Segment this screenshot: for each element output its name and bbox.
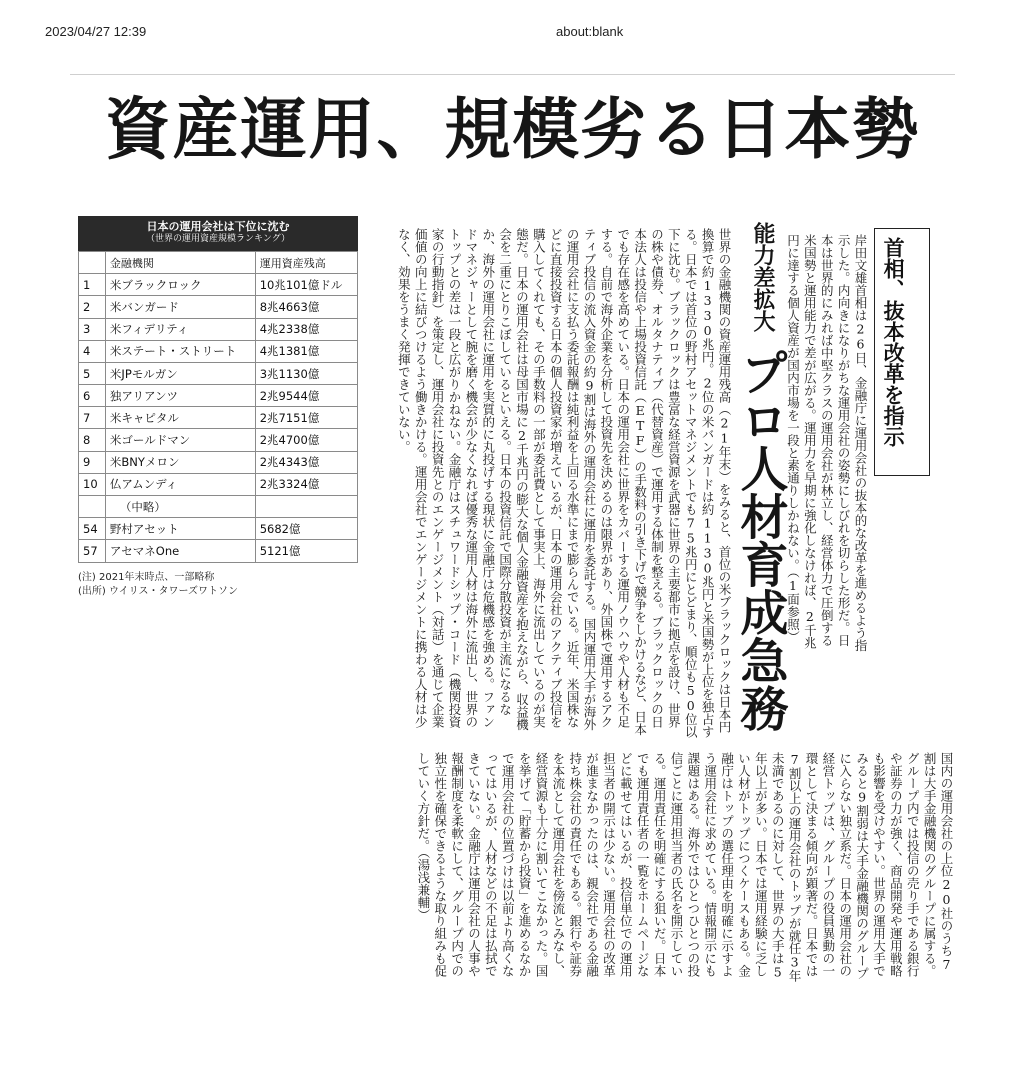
rank-cell: 6	[79, 385, 106, 407]
aum-cell: 3兆1130億	[255, 362, 357, 384]
header-aum: 運用資産残高	[255, 251, 357, 273]
table-header-row	[79, 251, 358, 273]
institution-cell: （中略）	[105, 496, 255, 518]
box-heading-frame	[874, 228, 930, 476]
ranking-notes	[78, 571, 358, 600]
table-row	[79, 429, 358, 451]
ranking-title: 日本の運用会社は下位に沈む	[146, 220, 290, 233]
institution-cell: 米JPモルガン	[105, 362, 255, 384]
aum-cell: 5682億	[255, 518, 357, 540]
institution-cell: 米ゴールドマン	[105, 429, 255, 451]
table-row	[79, 385, 358, 407]
institution-cell: 米ステート・ストリート	[105, 340, 255, 362]
aum-cell: 10兆101億ドル	[255, 274, 357, 296]
aum-cell: 2兆4343億	[255, 451, 357, 473]
print-url: about:blank	[556, 24, 624, 39]
rank-cell	[79, 496, 106, 518]
institution-cell: 米キャピタル	[105, 407, 255, 429]
aum-cell: 4兆1381億	[255, 340, 357, 362]
table-row	[79, 473, 358, 495]
rank-cell: 7	[79, 407, 106, 429]
aum-cell: 2兆9544億	[255, 385, 357, 407]
rank-cell: 1	[79, 274, 106, 296]
table-row	[79, 451, 358, 473]
rank-cell: 2	[79, 296, 106, 318]
table-row	[79, 340, 358, 362]
institution-cell: 米ブラックロック	[105, 274, 255, 296]
table-row	[79, 362, 358, 384]
table-row	[79, 296, 358, 318]
article-body-lower: 国内の運用会社の上位20社のうち7割は大手金融機関のグループに属する。グループ内では投信の売り手である銀行や証券の力が強く、商品開発や運用戦略も影響を受けやすい。世界の運用大手でみると9割弱は大手金融機関のグループに入らない独立系だ。日本の運用会社の経営トップは、グループの役員異動の一環として決まる傾向が顕著だ。日本では7割以上の運用会社のトップが就任3年未満であるのに対して、世界の大手は5年以上が多い。日本では運用経験に乏しい人材がトップにつくケースもある。金融庁はトップの選任理由を明確に示すよう運用会社に求めている。情報開示にも課題はある。海外ではひとつひとつの投信ごとに運用担当者の氏名を開示している。運用責任を明確にする狙いだ。日本でも運用責任者の一覧をホームページなどに載せてはいるが、投信単位での運用担当者の開示は少ない。運用会社の改革が進まなかったのは、親会社である金融持ち株会社の責任でもある。銀行や証券を本流として運用会社を傍流とみなし、経営資源も十分に割いてこなかった。国を挙げて「貯蓄から投資」を進めるなかで運用会社の位置づけは以前より高くなってはいるが、人材などの不足は払拭できていない。金融庁は運用会社の人事や報酬制度を柔軟にして、グループ内での独立性を確保できるような取り組みも促していく方針だ。（湯浅兼輔）	[415, 752, 954, 982]
aum-cell: 2兆4700億	[255, 429, 357, 451]
rank-cell: 10	[79, 473, 106, 495]
rank-cell: 4	[79, 340, 106, 362]
aum-cell: 4兆2338億	[255, 318, 357, 340]
ranking-note: (注) 2021年末時点、一部略称	[78, 571, 215, 583]
rank-cell: 54	[79, 518, 106, 540]
aum-cell	[255, 496, 357, 518]
article-body-upper: 世界の金融機関の資産運用残高（21年末）をみると、首位の米ブラックロックは日本円換算で約1330兆円。2位の米バンガードは約1130兆円と米国勢が上位を独占する。日本では首位の野村アセットマネジメントでも75兆円にとどまり、順位も50位以下に沈む。ブラックロックは豊富な経営資源を武器に世界の主要都市に拠点を設け、世界の株や債券、オルタナティブ（代替資産）で運用する体制を整える。ブラックロックの日本法人は投信や上場投資信託（ETF）の手数料の引き下げで競争をしかけるなど、日本でも存在感を高めている。日本の運用会社に世界をカバーする運用ノウハウや人材も不足する。自前で海外企業を分析して投資先を決めるのは限界があり、外国株で運用するアクティブ投信の流入資金の約9割は海外の運用会社に運用を委託する。国内運用大手が海外の運用会社に支払う委託報酬は純利益を上回る水準にまで膨らんでいる。近年、米国株などに直接投資する日本の個人投資家が増えているが、日本の運用会社のアクティブ投信を購入してくれても、その手数料の一部が委託費として事実上、海外に流出しているのが実態だ。日本の運用会社は母国市場に2千兆円の膨大な個人金融資産を抱えながら、収益機会を二重にとりこぼしているといえる。日本の投資信託で国際分散投資が主流になるなか、海外の運用会社に運用を実質的に丸投げする現状に金融庁は危機感を強める。ファンドマネジャーとして腕を磨く機会が少なくなれば優秀な運用人材は海外に流出し、世界のトップとの差は一段と広がりかねない。金融庁はスチュワードシップ・コード（機関投資家の行動指針）を策定し、運用会社に投資先とのエンゲージメント（対話）を通じて企業価値の向上に結びつけるよう働きかける。運用会社でエンゲージメントに携わる人材は少なく、効果をうまく発揮できていない。	[396, 228, 732, 738]
table-row	[79, 540, 358, 562]
ranking-source: (出所) ウイリス・タワーズワトソン	[78, 586, 238, 598]
rank-cell: 3	[79, 318, 106, 340]
institution-cell: 仏アムンディ	[105, 473, 255, 495]
box-heading: 首相、抜本改革を指示	[881, 237, 906, 447]
rank-cell: 57	[79, 540, 106, 562]
rank-cell: 9	[79, 451, 106, 473]
ranking-subtitle: （世界の運用資産規模ランキング）	[145, 234, 290, 245]
institution-cell: 独アリアンツ	[105, 385, 255, 407]
table-row	[79, 496, 358, 518]
institution-cell: 米BNYメロン	[105, 451, 255, 473]
institution-cell: 米バンガード	[105, 296, 255, 318]
subhead-large: プロ人材育成急務	[732, 348, 788, 732]
ranking-title-bar	[78, 216, 358, 251]
aum-cell: 5121億	[255, 540, 357, 562]
institution-cell: 米フィデリティ	[105, 318, 255, 340]
table-row	[79, 518, 358, 540]
header-divider	[70, 74, 955, 75]
ranking-table	[78, 216, 358, 600]
rank-cell: 5	[79, 362, 106, 384]
table-row	[79, 407, 358, 429]
header-rank	[79, 251, 106, 273]
institution-cell: 野村アセット	[105, 518, 255, 540]
table-row	[79, 318, 358, 340]
print-timestamp: 2023/04/27 12:39	[45, 24, 147, 39]
rank-cell: 8	[79, 429, 106, 451]
ranking-grid	[78, 251, 358, 563]
table-row	[79, 274, 358, 296]
header-institution: 金融機関	[105, 251, 255, 273]
institution-cell: アセマネOne	[105, 540, 255, 562]
article-headline: 資産運用、規模劣る日本勢	[104, 90, 921, 168]
aum-cell: 8兆4663億	[255, 296, 357, 318]
article-lead: 岸田文雄首相は26日、金融庁に運用会社の抜本的な改革を進めるよう指示した。内向きになりがちな運用会社の姿勢にしびれを切らした形だ。日本は世界的にみれば中堅クラスの運用会社が林立し、経営体力で圧倒する米国勢と運用能力で差が広がる。運用力を早期に強化しなければ、2千兆円に達する個人資産が国内市場を一段と素通りしかねない。（1面参照）	[785, 234, 868, 652]
subhead-small: 能力差拡大	[750, 222, 776, 332]
aum-cell: 2兆7151億	[255, 407, 357, 429]
aum-cell: 2兆3324億	[255, 473, 357, 495]
